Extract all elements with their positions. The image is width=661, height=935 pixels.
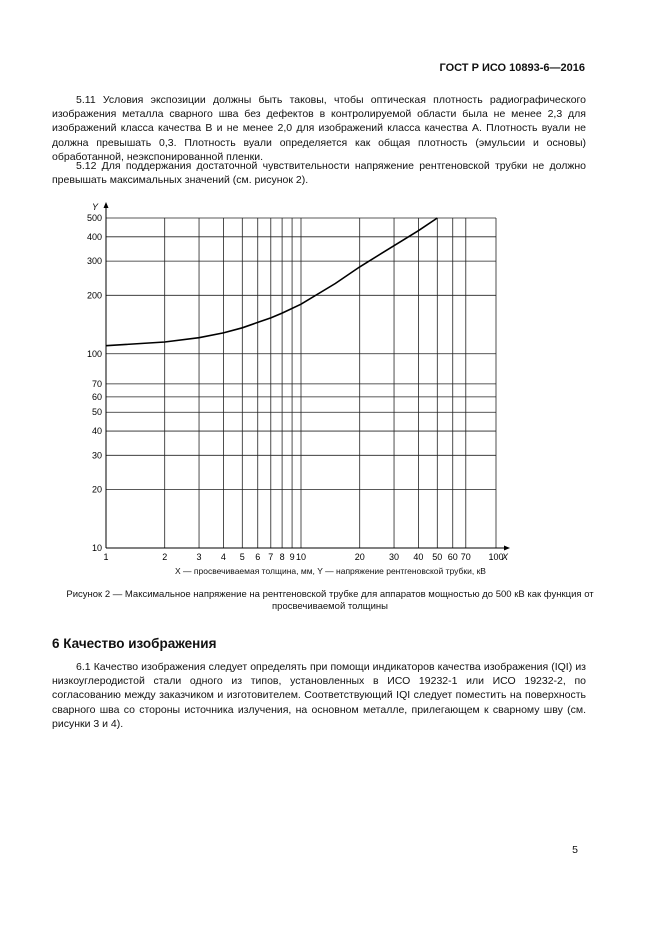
x-tick-label: 7 bbox=[268, 552, 274, 562]
x-tick-label: 1 bbox=[103, 552, 109, 562]
document-id: ГОСТ Р ИСО 10893-6—2016 bbox=[439, 62, 585, 74]
y-tick-label: 10 bbox=[91, 543, 102, 553]
figure-caption: Рисунок 2 — Максимальное напряжение на рентгеновской трубке для аппаратов мощностью до 500 кВ как функция от просвечиваемой толщины bbox=[66, 589, 594, 612]
y-axis-arrow bbox=[104, 202, 109, 208]
y-tick-label: 500 bbox=[86, 213, 102, 223]
x-tick-label: 40 bbox=[413, 552, 424, 562]
paragraph-5-11: 5.11 Условия экспозиции должны быть таковы, чтобы оптическая плотность радиографического изображения металла сварного шва без дефектов в контролируемой области была не менее 2,3 для изображений класса качества В и не менее 2,0 для изображений класса качества А. Плотность вуали не должна превышать 0,3. Плотность вуали определяется как общая плотность (эмульсии и основы) обработанной, неэкспонированной пленки. bbox=[52, 94, 586, 163]
x-axis-name: X bbox=[502, 552, 509, 562]
voltage-thickness-chart bbox=[40, 196, 520, 564]
x-tick-label: 50 bbox=[432, 552, 443, 562]
y-tick-label: 60 bbox=[91, 391, 102, 402]
y-tick-label: 20 bbox=[91, 484, 102, 495]
x-tick-label: 5 bbox=[239, 552, 245, 562]
y-axis-name: Y bbox=[92, 202, 99, 212]
x-tick-label: 3 bbox=[196, 552, 202, 562]
x-tick-label: 30 bbox=[389, 552, 400, 562]
x-tick-label: 9 bbox=[289, 552, 295, 562]
x-tick-label: 2 bbox=[162, 552, 168, 562]
x-tick-label: 8 bbox=[279, 552, 285, 562]
page-number: 5 bbox=[572, 844, 578, 856]
x-tick-label: 60 bbox=[447, 552, 458, 562]
x-tick-label: 70 bbox=[460, 552, 471, 562]
x-tick-label: 100 bbox=[488, 552, 504, 562]
x-tick-label: 20 bbox=[354, 552, 365, 562]
y-tick-label: 100 bbox=[86, 348, 102, 359]
y-tick-label: 300 bbox=[86, 256, 102, 267]
section-6-title: 6 Качество изображения bbox=[52, 636, 217, 651]
x-tick-label: 4 bbox=[220, 552, 226, 562]
y-tick-label: 400 bbox=[86, 231, 102, 242]
y-tick-label: 50 bbox=[91, 407, 102, 418]
y-tick-label: 200 bbox=[86, 290, 102, 301]
y-tick-label: 40 bbox=[91, 426, 102, 437]
x-tick-label: 6 bbox=[255, 552, 261, 562]
paragraph-6-1: 6.1 Качество изображения следует определять при помощи индикаторов качества изображения (IQI) из низкоуглеродистой стали одного из типов, установленных в ИСО 19232-1 или ИСО 19232-2, по согласованию между заказчиком и изготовителем. Соответствующий IQI следует поместить на поверхность сварного шва со стороны источника излучения, на основном металле, прилегающем к сварному шву (см. рисунки 3 и 4). bbox=[52, 661, 586, 730]
axis-caption: X — просвечиваемая толщина, мм, Y — напряжение рентгеновской трубки, кВ bbox=[175, 566, 486, 576]
paragraph-5-12: 5.12 Для поддержания достаточной чувствительности напряжение рентгеновской трубки не должно превышать максимальных значений (см. рисунок 2). bbox=[52, 160, 586, 187]
y-tick-label: 70 bbox=[91, 378, 102, 389]
x-tick-label: 10 bbox=[295, 552, 307, 562]
y-tick-label: 30 bbox=[91, 450, 102, 461]
x-axis-arrow bbox=[504, 546, 510, 551]
